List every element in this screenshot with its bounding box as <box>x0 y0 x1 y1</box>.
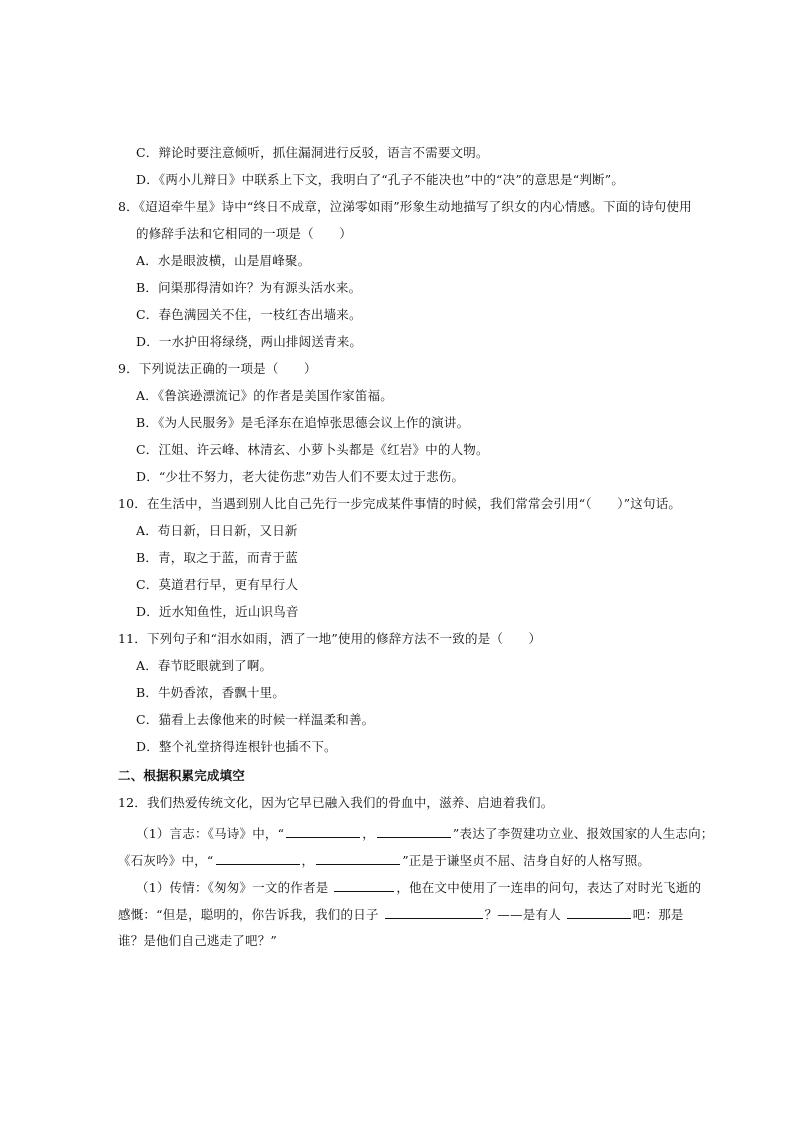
q8-option-a: A．水是眼波横，山是眉峰聚。 <box>136 253 311 268</box>
fill-blank[interactable] <box>216 852 300 865</box>
fill-blank[interactable] <box>286 825 360 838</box>
text: （1）言志：《马诗》中，“ <box>136 826 285 841</box>
text: 感慨：“但是，聪明的，你告诉我，我们的日子 <box>118 907 379 922</box>
q9-option-b: B．《为人民服务》是毛泽东在追悼张思德会议上作的演讲。 <box>136 415 470 430</box>
q11-option-d: D．整个礼堂挤得连根针也插不下。 <box>136 739 337 754</box>
q11-option-a: A．春节眨眼就到了啊。 <box>136 658 273 673</box>
q7-option-d: D．《两小儿辩日》中联系上下文，我明白了“孔子不能决也”中的“决”的意思是“判断”。 <box>136 172 625 187</box>
q9-stem: 9．下列说法正确的一项是（ ） <box>118 361 317 376</box>
q8-stem: 8．《迢迢牵牛星》诗中“终日不成章，泣涕零如雨”形象生动地描写了织女的内心情感。下面的诗句使用 <box>118 199 692 214</box>
q12-part2-line1 <box>136 879 701 896</box>
q12-part2-line3: 谁？是他们自己逃走了吧？” <box>118 933 277 948</box>
q8-option-c: C．春色满园关不住，一枝红杏出墙来。 <box>136 307 362 322</box>
q12-part2-line2 <box>118 906 684 923</box>
text: 《石灰吟》中，“ <box>118 853 214 868</box>
q12-part1-line1 <box>136 825 714 842</box>
q12-part1-line2 <box>118 852 650 869</box>
q10-option-c: C．莫道君行早，更有早行人 <box>136 577 299 592</box>
text: ”正是于谦坚贞不屈、洁身自好的人格写照。 <box>402 853 651 868</box>
q10-stem: 10．在生活中，当遇到别人比自己先行一步完成某件事情的时候，我们常常会引用“（ ）”这句话。 <box>118 496 682 511</box>
q9-option-c: C．江姐、许云峰、林清玄、小萝卜头都是《红岩》中的人物。 <box>136 442 489 457</box>
text: 吧：那是 <box>632 907 684 922</box>
text: ？——是有人 <box>484 907 561 922</box>
q11-option-c: C．猫看上去像他来的时候一样温柔和善。 <box>136 712 375 727</box>
q10-option-d: D．近水知鱼性，近山识鸟音 <box>136 604 299 619</box>
fill-blank[interactable] <box>316 852 400 865</box>
q8-option-d: D．一水护田将绿绕，两山排闼送青来。 <box>136 334 363 349</box>
q9-option-d: D．“少壮不努力，老大徒伤悲”劝告人们不要太过于悲伤。 <box>136 469 465 484</box>
q12-stem: 12．我们热爱传统文化，因为它早已融入我们的骨血中，滋养、启迪着我们。 <box>118 795 554 810</box>
fill-blank[interactable] <box>567 906 631 919</box>
q8-stem-continued: 的修辞手法和它相同的一项是（ ） <box>136 226 352 241</box>
q9-option-a: A．《鲁滨逊漂流记》的作者是美国作家笛福。 <box>136 388 393 403</box>
fill-blank[interactable] <box>334 879 394 892</box>
q10-option-b: B．青，取之于蓝，而青于蓝 <box>136 550 298 565</box>
text: ，他在文中使用了一连串的问句，表达了对时光飞逝的 <box>396 880 702 895</box>
section-2-heading: 二、根据积累完成填空 <box>118 768 246 783</box>
fill-blank[interactable] <box>385 906 483 919</box>
q10-option-a: A．苟日新，日日新，又日新 <box>136 523 298 538</box>
q11-stem: 11．下列句子和“泪水如雨，洒了一地”使用的修辞方法不一致的是（ ） <box>118 631 542 646</box>
q8-option-b: B．问渠那得清如许？为有源头活水来。 <box>136 280 362 295</box>
fill-blank[interactable] <box>377 825 451 838</box>
text: ”表达了李贺建功立业、报效国家的人生志向； <box>452 826 714 841</box>
text: ， <box>362 826 375 841</box>
q7-option-c: C．辩论时要注意倾听，抓住漏洞进行反驳，语言不需要文明。 <box>136 145 489 160</box>
q11-option-b: B．牛奶香浓，香飘十里。 <box>136 685 286 700</box>
text: ， <box>301 853 315 868</box>
text: （1）传情：《匆匆》一文的作者是 <box>136 880 329 895</box>
